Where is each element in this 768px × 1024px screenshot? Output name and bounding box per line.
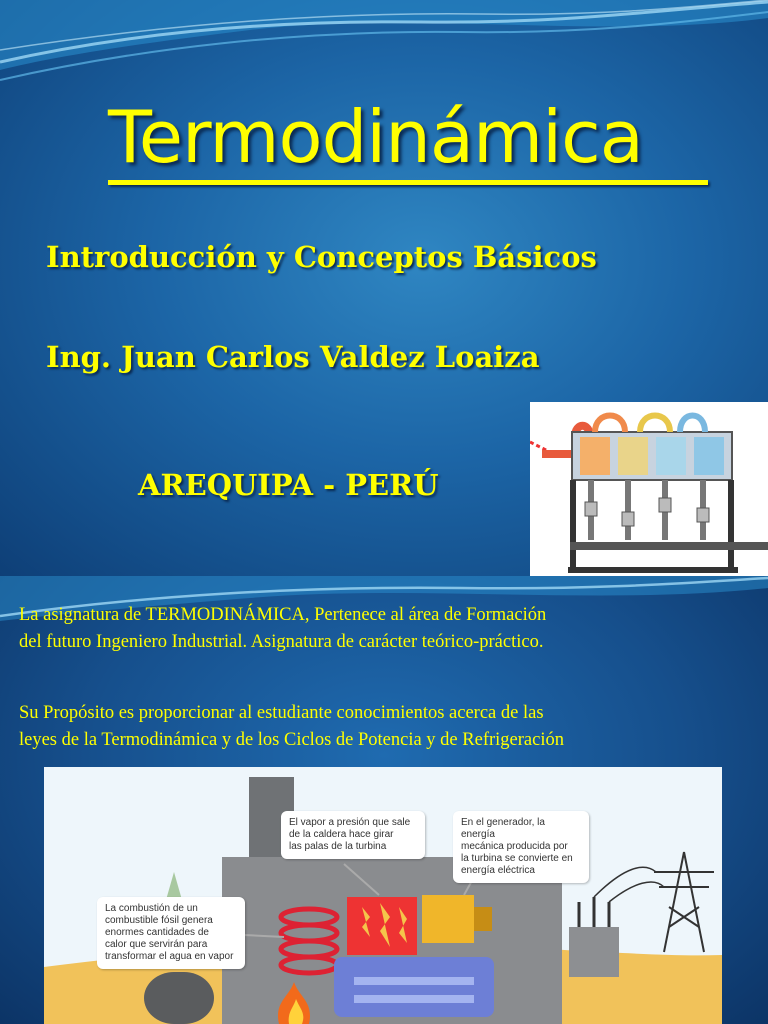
paragraph-1-line-1: La asignatura de TERMODINÁMICA, Pertenece al área de Formación bbox=[19, 605, 547, 625]
title-underline bbox=[108, 180, 708, 185]
power-plant-diagram bbox=[44, 767, 722, 1024]
paragraph-2-line-2: leyes de la Termodinámica y de los Ciclos de Potencia y de Refrigeración bbox=[19, 730, 564, 750]
paragraph-2 bbox=[19, 700, 759, 754]
decorative-waves bbox=[0, 0, 768, 110]
author-name: Ing. Juan Carlos Valdez Loaiza bbox=[46, 340, 540, 374]
callout-turbine: El vapor a presión que sale de la caldera hace girar las palas de la turbina bbox=[281, 811, 425, 859]
content-slide bbox=[0, 576, 768, 1024]
callout-combustion: La combustión de un combustible fósil genera enormes cantidades de calor que servirán para transformar el agua en vapor bbox=[97, 897, 245, 969]
steam-engine-illustration bbox=[530, 402, 768, 576]
slide-title: Termodinámica bbox=[108, 95, 643, 179]
paragraph-1-line-2: del futuro Ingeniero Industrial. Asignatura de carácter teórico-práctico. bbox=[19, 632, 544, 652]
location-text: AREQUIPA - PERÚ bbox=[138, 468, 439, 502]
paragraph-1 bbox=[19, 602, 759, 656]
slide-subtitle: Introducción y Conceptos Básicos bbox=[46, 240, 597, 274]
paragraph-2-line-1: Su Propósito es proporcionar al estudiante conocimientos acerca de las bbox=[19, 703, 544, 723]
callout-generator: En el generador, la energía mecánica producida por la turbina se convierte en energía eléctrica bbox=[453, 811, 589, 883]
